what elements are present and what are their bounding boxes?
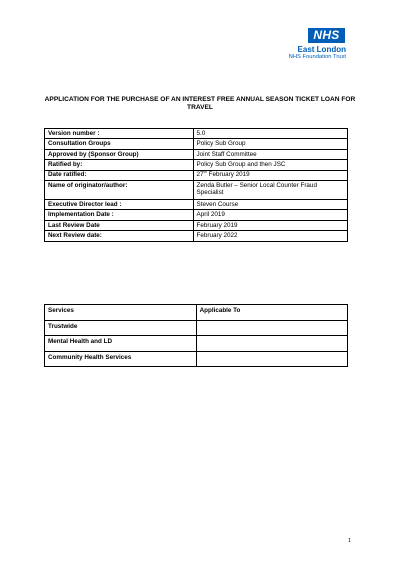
info-label: Executive Director lead : (45, 199, 194, 209)
date-suffix: th (203, 169, 207, 175)
info-label: Date ratified: (45, 170, 194, 180)
org-name: East London (297, 45, 346, 54)
nhs-logo-box: NHS (308, 28, 345, 43)
info-row (45, 129, 348, 139)
page-number: 1 (348, 538, 352, 544)
service-name: Mental Health and LD (45, 336, 197, 352)
info-label: Last Review Date (45, 220, 194, 230)
service-name: Trustwide (45, 320, 197, 336)
info-value: February 2022 (193, 231, 347, 241)
info-row (45, 210, 348, 220)
document-title: APPLICATION FOR THE PURCHASE OF AN INTEREST FREE ANNUAL SEASON TICKET LOAN FOR TRAVEL (44, 96, 356, 111)
info-value: Zenda Butler – Senior Local Counter Fraud Specialist (193, 180, 347, 199)
info-row (45, 160, 348, 170)
info-label: Consultation Groups (45, 139, 194, 149)
document-info-table (44, 128, 348, 242)
services-header: Services (45, 305, 197, 321)
info-label: Ratified by: (45, 160, 194, 170)
info-row (45, 139, 348, 149)
date-day: 27 (196, 171, 204, 179)
trust-name: NHS Foundation Trust (288, 54, 346, 60)
info-value-date-ratified (193, 170, 347, 180)
service-name: Community Health Services (45, 351, 197, 367)
info-value: Steven Course (193, 199, 347, 209)
applicable-header: Applicable To (196, 305, 347, 321)
service-applicable-cell (196, 336, 347, 352)
info-label: Version number : (45, 129, 194, 139)
info-label: Next Review date: (45, 231, 194, 241)
info-value: Policy Sub Group (193, 139, 347, 149)
info-row (45, 231, 348, 241)
services-table (44, 304, 348, 367)
services-row (45, 336, 348, 352)
services-header-row (45, 305, 348, 321)
services-row (45, 320, 348, 336)
info-row (45, 149, 348, 159)
info-row (45, 199, 348, 209)
info-value: Policy Sub Group and then JSC (193, 160, 347, 170)
info-value: April 2019 (193, 210, 347, 220)
info-row (45, 180, 348, 199)
info-label: Implementation Date : (45, 210, 194, 220)
service-applicable-cell (196, 351, 347, 367)
info-label: Name of originator/author: (45, 180, 194, 199)
info-row (45, 170, 348, 180)
info-value: February 2019 (193, 220, 347, 230)
info-label: Approved by (Sponsor Group) (45, 149, 194, 159)
services-row (45, 351, 348, 367)
info-value: Joint Staff Committee (193, 149, 347, 159)
service-applicable-cell (196, 320, 347, 336)
date-rest: February 2019 (206, 171, 250, 179)
info-value: 5.0 (193, 129, 347, 139)
info-row (45, 220, 348, 230)
